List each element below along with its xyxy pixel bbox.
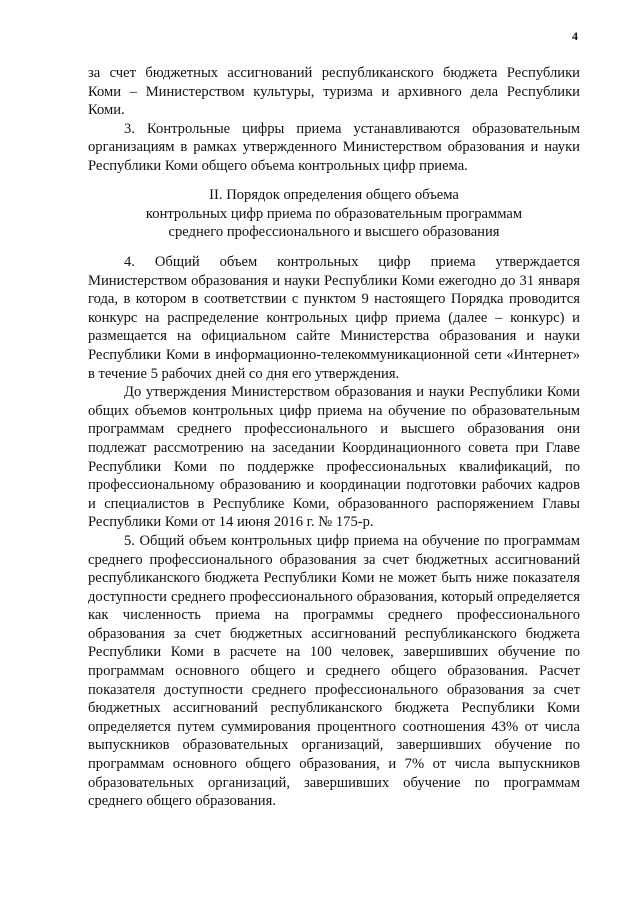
main-text-block <box>88 253 580 811</box>
intro-paragraph: за счет бюджетных ассигнований республиканского бюджета Республики Коми – Министерством культуры, туризма и архивного дела Республики Коми. <box>88 65 580 119</box>
section-heading-line-2: контрольных цифр приема по образовательным программам <box>145 205 523 222</box>
paragraph-5: 5. Общий объем контрольных цифр приема на обучение по программам среднего профессионального образования за счет бюджетных ассигнований республиканского бюджета Республики Коми не может быть ниже показателя доступности среднего профессионального образования, который определяется как численность приема на программы среднего профессионального образования за счет бюджетных ассигнований республиканского бюджета Республики Коми в расчете на 100 человек, завершивших обучение по программам основного общего и среднего общего образования. Расчет показателя доступности среднего профессионального образования за счет бюджетных ассигнований республиканского бюджета Республики Коми определяется путем суммирования процентного соотношения 43% от числа выпускников образовательных организаций, завершивших обучение по программам основного общего образования, и 7% от числа выпускников образовательных организаций, завершивших обучение по программам среднего общего образования. <box>88 532 580 810</box>
paragraph-4: 4. Общий объем контрольных цифр приема утверждается Министерством образования и науки Республики Коми ежегодно до 31 января года, в котором в соответствии с пунктом 9 настоящего Порядка проводится конкурс на распределение контрольных цифр приема (далее – конкурс) и размещается на официальном сайте Министерства образования и науки Республики Коми в информационно-телекоммуникационной сети «Интернет» в течение 5 рабочих дней со дня его утверждения. <box>88 254 580 382</box>
page-number: 4 <box>572 29 578 43</box>
paragraph-3: 3. Контрольные цифры приема устанавливаются образовательным организациям в рамках утвержденного Министерством образования и науки Республики Коми общего объема контрольных цифр приема. <box>88 120 580 174</box>
top-text-block <box>88 64 580 176</box>
section-heading-line-1: II. Порядок определения общего объема <box>209 187 459 203</box>
section-heading-line-3: среднего профессионального и высшего образования <box>168 224 500 241</box>
section-heading <box>88 186 580 242</box>
paragraph-4-continued: До утверждения Министерством образования и науки Республики Коми общих объемов контрольных цифр приема на обучение по образовательным программам среднего профессионального и высшего образования они подлежат рассмотрению на заседании Координационного совета при Главе Республики Коми по поддержке профессиональных квалификаций, по профессиональному образованию и координации подготовки рабочих кадров и специалистов в Республике Коми, образованного распоряжением Главы Республики Коми от 14 июня 2016 г. № 175-р. <box>88 384 580 531</box>
